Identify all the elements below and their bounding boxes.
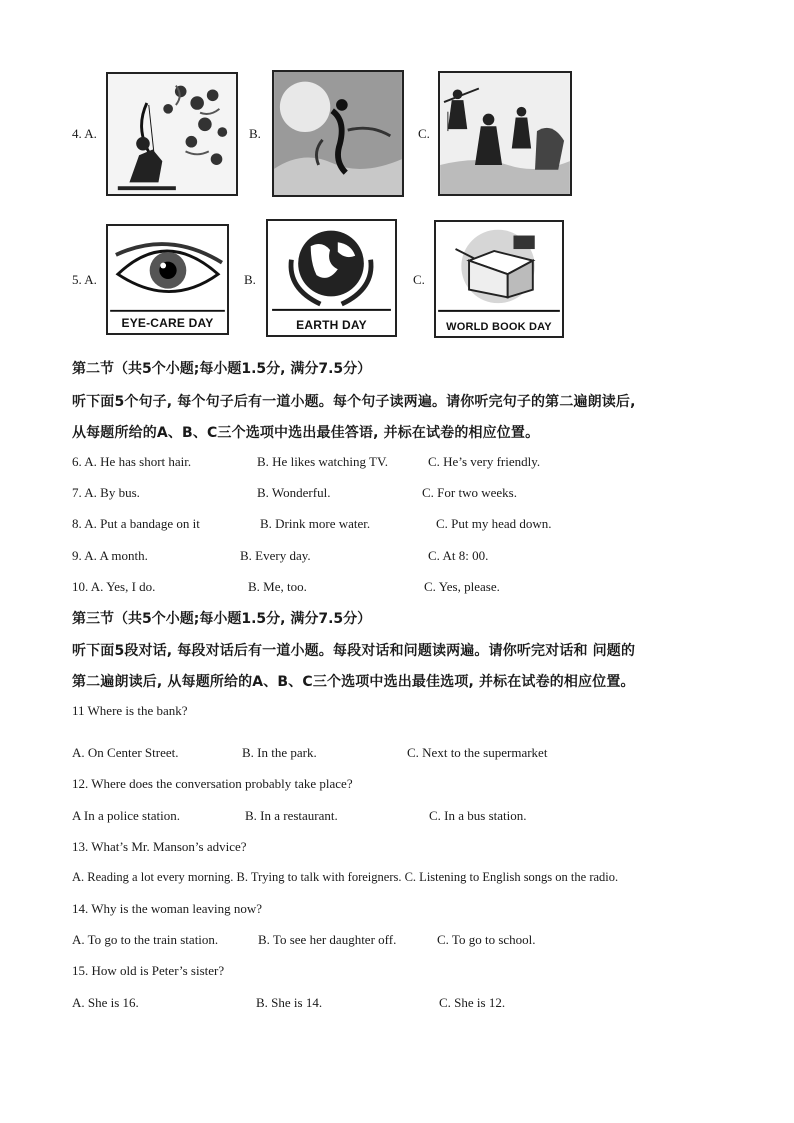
question-text: 14. Why is the woman leaving now? — [72, 901, 263, 916]
section3-instruction-line-2: 第二遍朗读后, 从每题所给的A、B、C三个选项中选出最佳选项, 并标在试卷的相应位置。 — [72, 674, 635, 690]
option-b[interactable]: B. Drink more water. — [260, 516, 371, 531]
q4-picture-b — [272, 70, 404, 197]
q5-picture-a — [106, 224, 229, 335]
options-line[interactable]: A. Reading a lot every morning. B. Trying to talk with foreigners. C. Listening to English songs on the radio. — [72, 870, 619, 884]
q5-picture-b — [266, 219, 397, 337]
option-a[interactable]: A. On Center Street. — [72, 745, 179, 760]
q5-label-b: B. — [244, 272, 256, 287]
question-text: 11 Where is the bank? — [72, 703, 188, 718]
option-b[interactable]: B. In a restaurant. — [245, 808, 338, 823]
q5-label-a: 5. A. — [72, 272, 97, 287]
book-icon — [436, 222, 562, 336]
option-c[interactable]: C. She is 12. — [439, 995, 506, 1010]
section2-instruction-line-1: 听下面5个句子, 每个句子后有一道小题。每个句子读两遍。请你听完句子的第二遍朗读后, — [72, 394, 636, 410]
archer-shooting-suns-illustration — [108, 74, 236, 194]
question-text: 13. What’s Mr. Manson’s advice? — [72, 839, 247, 854]
option-a[interactable]: 9. A. A month. — [72, 548, 148, 563]
q5-caption-a: EYE-CARE DAY — [121, 316, 214, 330]
option-b[interactable]: B. She is 14. — [256, 995, 323, 1010]
q4-picture-a — [106, 72, 238, 196]
section3-instruction-line-1: 听下面5段对话, 每段对话后有一道小题。每段对话和问题读两遍。请你听完对话和 问题的 — [72, 643, 636, 659]
option-a[interactable]: 6. A. He has short hair. — [72, 454, 192, 469]
q5-caption-b: EARTH DAY — [296, 318, 367, 332]
option-a[interactable]: 8. A. Put a bandage on it — [72, 516, 200, 531]
section2-instruction-line-2: 从每题所给的A、B、C三个选项中选出最佳答语, 并标在试卷的相应位置。 — [72, 425, 540, 441]
section2-heading: 第二节（共5个小题;每小题1.5分, 满分7.5分） — [72, 361, 372, 377]
option-c[interactable]: C. At 8: 00. — [428, 548, 489, 563]
option-b[interactable]: B. In the park. — [242, 745, 317, 760]
goddess-flying-to-moon-illustration — [274, 72, 402, 195]
option-a[interactable]: A In a police station. — [72, 808, 180, 823]
q5-caption-c: WORLD BOOK DAY — [446, 321, 552, 333]
option-c[interactable]: C. Yes, please. — [424, 579, 500, 594]
question-text: 15. How old is Peter’s sister? — [72, 963, 225, 978]
q4-label-c: C. — [418, 126, 430, 141]
option-a[interactable]: 7. A. By bus. — [72, 485, 140, 500]
option-a[interactable]: A. She is 16. — [72, 995, 139, 1010]
option-c[interactable]: C. In a bus station. — [429, 808, 527, 823]
q4-label-a: 4. A. — [72, 126, 97, 141]
option-c[interactable]: C. Next to the supermarket — [407, 745, 548, 760]
journey-to-the-west-illustration — [440, 73, 570, 194]
option-b[interactable]: B. Wonderful. — [257, 485, 331, 500]
q4-label-b: B. — [249, 126, 261, 141]
option-c[interactable]: C. Put my head down. — [436, 516, 552, 531]
option-a[interactable]: 10. A. Yes, I do. — [72, 579, 156, 594]
q5-label-c: C. — [413, 272, 425, 287]
option-b[interactable]: B. He likes watching TV. — [257, 454, 388, 469]
option-b[interactable]: B. Me, too. — [248, 579, 307, 594]
option-a[interactable]: A. To go to the train station. — [72, 932, 219, 947]
section3-heading: 第三节（共5个小题;每小题1.5分, 满分7.5分） — [72, 611, 372, 627]
option-b[interactable]: B. Every day. — [240, 548, 311, 563]
q5-picture-c — [434, 220, 564, 338]
option-c[interactable]: C. To go to school. — [437, 932, 536, 947]
option-c[interactable]: C. He’s very friendly. — [428, 454, 541, 469]
question-text: 12. Where does the conversation probably take place? — [72, 776, 353, 791]
option-b[interactable]: B. To see her daughter off. — [258, 932, 397, 947]
q4-picture-c — [438, 71, 572, 196]
option-c[interactable]: C. For two weeks. — [422, 485, 517, 500]
